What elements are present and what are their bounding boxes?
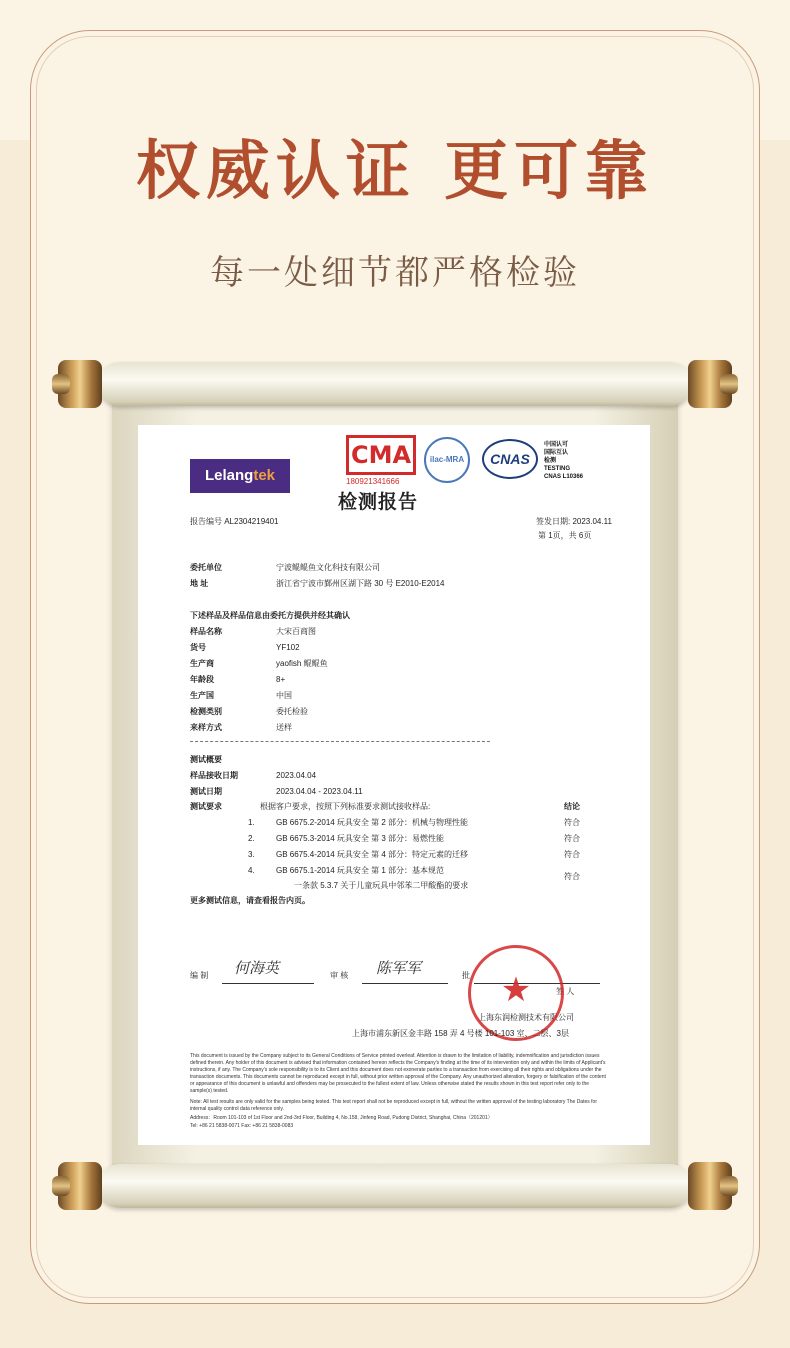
field-label: 生产国 <box>190 691 214 700</box>
tel-fax: Tel: +86 21 5838-0071 Fax: +86 21 5838-0083 <box>190 1123 294 1129</box>
field-label: 来样方式 <box>190 723 222 732</box>
seal-star-icon: ★ <box>500 971 532 1009</box>
test-result: 符合 <box>564 872 580 881</box>
edit-signature: 何海英 <box>234 959 280 977</box>
cnas-logo: CNAS <box>482 439 538 479</box>
client-value: 宁波鲲鲲鱼文化科技有限公司 <box>276 563 380 572</box>
subline: 每一处细节都严格检验 <box>210 253 580 293</box>
signature-line <box>362 983 448 984</box>
issue-date: 签发日期: 2023.04.11 <box>536 517 612 526</box>
scroll-rod-top <box>58 360 732 408</box>
field-value: 8+ <box>276 675 286 684</box>
review-label: 审 核 <box>330 971 349 980</box>
address-value: 浙江省宁波市鄞州区湖下路 30 号 E2010-E2014 <box>276 579 445 588</box>
field-label: 样品名称 <box>190 627 222 636</box>
company-name: 上海东润检测技术有限公司 <box>478 1013 574 1022</box>
company-address: 上海市浦东新区金丰路 158 弄 4 号楼 101-103 室、二层、3层 <box>352 1029 569 1038</box>
test-date-value: 2023.04.04 - 2023.04.11 <box>276 787 363 796</box>
note-text: Note: All test results are only valid for the samples being tested. This test report shall not be reproduced except in full, without the written approval of the testing laboratory The Dates for internal quality control data reference only. <box>190 1099 597 1112</box>
review-signature: 陈军军 <box>376 959 422 977</box>
requirements-label: 测试要求 <box>190 802 222 811</box>
field-value: 送样 <box>276 723 292 732</box>
disclaimer-text: This document is issued by the Company subject to its General Conditions of Service printed overleaf. Attention is drawn to the limitation of liability, indemnification and jurisdiction issues defined therein. Any holder of this document is advised that information contained hereon reflects the Company's finding at the time of its intervention only and within the limits of Applicant's instructions, if any. The Company's sole responsibility is to its Client and this document does not exonerate parties to a transaction from exercising all their rights and obligations under the transaction documents. This documents cannot be reproduced except in full, without prior written approval of the Company. Any unauthorized alteration, forgery or falsification of the content or appearance of this document is unlawful and offenders may be prosecuted to the fullest extent of law. Unless otherwise stated the results shown in this test report refer only to the sample(s) tested. <box>190 1053 606 1094</box>
field-label: 货号 <box>190 643 206 652</box>
field-value: YF102 <box>276 643 300 652</box>
field-label: 检测类别 <box>190 707 222 716</box>
cma-number: 180921341666 <box>346 477 400 486</box>
sample-note: 下述样品及样品信息由委托方提供并经其确认 <box>190 611 350 620</box>
test-result: 符合 <box>564 850 580 859</box>
received-value: 2023.04.04 <box>276 771 317 780</box>
requirements-intro: 根据客户要求，按照下列标准要求测试接收样品: <box>260 802 431 811</box>
conclusion-label: 结论 <box>564 802 580 811</box>
lelangtek-logo: Lelangtek <box>190 459 290 493</box>
test-text: GB 6675.1-2014 玩具安全 第 1 部分：基本规范 <box>276 866 445 875</box>
test-report <box>138 425 650 1145</box>
field-value: yaofish 鲲鲲鱼 <box>276 659 328 668</box>
test-number: 3. <box>248 850 255 859</box>
received-label: 样品接收日期 <box>190 771 238 780</box>
address-label: 地 址 <box>190 579 209 588</box>
test-subclause: 一条款 5.3.7 关于儿童玩具中邻苯二甲酸酯的要求 <box>294 881 469 890</box>
report-number: 报告编号 AL2304219401 <box>190 517 279 526</box>
company-seal <box>468 945 564 1041</box>
test-number: 2. <box>248 834 255 843</box>
page-count: 第 1页，共 6页 <box>538 531 592 540</box>
test-result: 符合 <box>564 818 580 827</box>
test-text: GB 6675.4-2014 玩具安全 第 4 部分：特定元素的迁移 <box>276 850 469 859</box>
test-number: 4. <box>248 866 255 875</box>
ilac-mra-logo: ilac-MRA <box>424 437 470 483</box>
field-label: 生产商 <box>190 659 214 668</box>
test-summary-label: 测试概要 <box>190 755 222 764</box>
field-value: 委托检验 <box>276 707 308 716</box>
scroll-rod-bottom <box>58 1162 732 1210</box>
cnas-text: 中国认可 国际互认 检测 TESTING CNAS L10366 <box>544 442 584 480</box>
test-result: 符合 <box>564 834 580 843</box>
address-en: Address：Room 101-103 of 1st Floor and 2nd-3rd Floor, Building 4, No.158, Jinfeng Road, Pudong District, Shanghai, China（201201） <box>190 1115 493 1121</box>
test-text: GB 6675.3-2014 玩具安全 第 3 部分：易燃性能 <box>276 834 445 843</box>
field-value: 中国 <box>276 691 292 700</box>
test-date-label: 测试日期 <box>190 787 222 796</box>
headline: 权威认证 更可靠 <box>135 134 655 209</box>
approver-label: 签 人 <box>556 987 575 996</box>
client-label: 委托单位 <box>190 563 222 572</box>
edit-label: 编 制 <box>190 971 209 980</box>
divider <box>190 741 490 742</box>
field-value: 大宋百商图 <box>276 627 316 636</box>
field-label: 年龄段 <box>190 675 214 684</box>
test-number: 1. <box>248 818 255 827</box>
approve-label: 批 <box>462 971 470 980</box>
more-info: 更多测试信息，请查看报告内页。 <box>190 896 310 905</box>
signature-line <box>222 983 314 984</box>
cma-logo: CMA <box>346 435 416 475</box>
test-text: GB 6675.2-2014 玩具安全 第 2 部分：机械与物理性能 <box>276 818 469 827</box>
report-title: 检测报告 <box>338 491 419 513</box>
